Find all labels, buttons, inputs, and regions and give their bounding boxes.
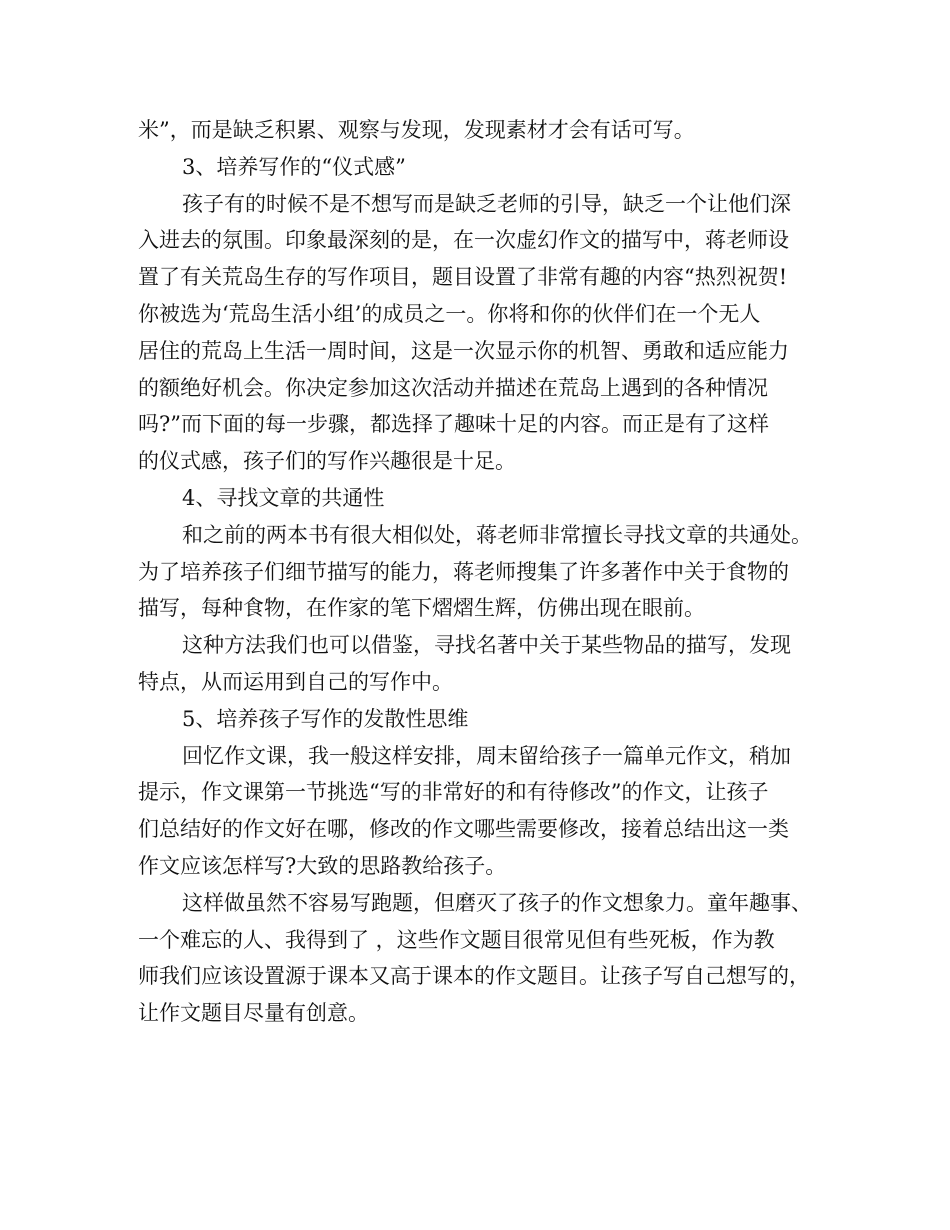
paragraph-line: 入进去的氛围。印象最深刻的是，在一次虚幻作文的描写中，蒋老师设 — [138, 228, 789, 253]
paragraph-line: 为了培养孩子们细节描写的能力，蒋老师搜集了许多著作中关于食物的 — [138, 559, 789, 584]
section-heading-5: 5、培养孩子写作的发散性思维 — [182, 706, 469, 731]
paragraph-line: 作文应该怎样写?大致的思路教给孩子。 — [138, 853, 507, 878]
paragraph-line: 描写，每种食物，在作家的笔下熠熠生辉，仿佛出现在眼前。 — [138, 596, 705, 621]
paragraph-line: 孩子有的时候不是不想写而是缺乏老师的引导，缺乏一个让他们深 — [182, 191, 791, 216]
article-body — [138, 112, 838, 1032]
paragraph-line: 提示，作文课第一节挑选“写的非常好的和有待修改”的作文，让孩子 — [138, 780, 769, 805]
paragraph-line: 让作文题目尽量有创意。 — [138, 1001, 369, 1026]
paragraph-line: 这样做虽然不容易写跑题，但磨灭了孩子的作文想象力。童年趣事、 — [182, 890, 812, 915]
paragraph-continuation-line: 米”，而是缺乏积累、观察与发现，发现素材才会有话可写。 — [138, 118, 695, 142]
paragraph-line: 置了有关荒岛生存的写作项目，题目设置了非常有趣的内容“热烈祝贺! — [138, 265, 788, 290]
paragraph-line: 特点，从而运用到自己的写作中。 — [138, 669, 453, 694]
paragraph-line: 这种方法我们也可以借鉴，寻找名著中关于某些物品的描写，发现 — [182, 633, 791, 658]
section-heading-4: 4、寻找文章的共通性 — [182, 485, 385, 510]
paragraph-line: 和之前的两本书有很大相似处，蒋老师非常擅长寻找文章的共通处。 — [182, 522, 812, 547]
paragraph-line: 的仪式感，孩子们的写作兴趣很是十足。 — [138, 449, 516, 474]
paragraph-line: 吗?”而下面的每一步骤，都选择了趣味十足的内容。而正是有了这样 — [138, 412, 769, 437]
section-heading-3: 3、培养写作的“仪式感” — [182, 154, 406, 179]
paragraph-line: 一个难忘的人、我得到了 ，这些作文题目很常见但有些死板，作为教 — [138, 927, 775, 952]
paragraph-line: 师我们应该设置源于课本又高于课本的作文题目。让孩子写自己想写的， — [138, 964, 810, 989]
paragraph-line: 的额绝好机会。你决定参加这次活动并描述在荒岛上遇到的各种情况 — [138, 375, 768, 400]
paragraph-line: 回忆作文课，我一般这样安排，周末留给孩子一篇单元作文，稍加 — [182, 743, 791, 768]
paragraph-line: 居住的荒岛上生活一周时间，这是一次显示你的机智、勇敢和适应能力 — [138, 338, 789, 363]
paragraph-line: 们总结好的作文好在哪，修改的作文哪些需要修改，接着总结出这一类 — [138, 817, 789, 842]
paragraph-line: 你被选为‘荒岛生活小组’的成员之一。你将和你的伙伴们在一个无人 — [138, 301, 761, 326]
